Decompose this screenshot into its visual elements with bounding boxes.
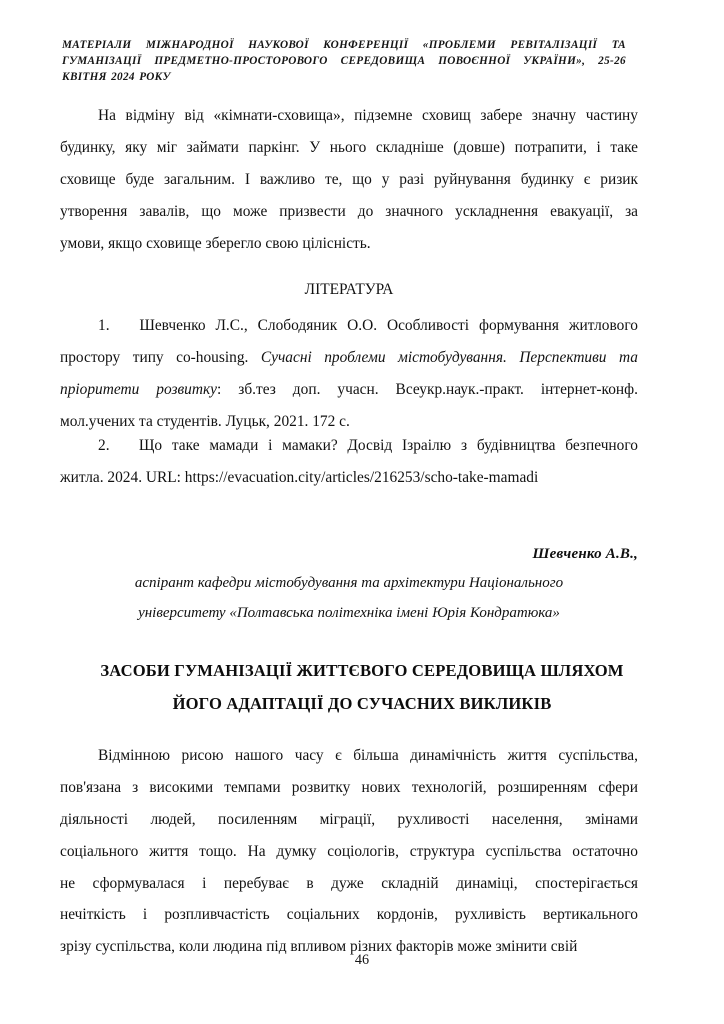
reference-1-line-4: мол.учених та студентів. Луцьк, 2021. 172 с.	[60, 412, 350, 430]
reference-2-line-2: житла. 2024. URL: https://evacuation.city/articles/216253/scho-take-mamadi	[60, 468, 539, 486]
paragraph-bottom-line-2: пов'язана з високими темпами розвитку нових технологій, розширенням сфери	[60, 778, 638, 796]
author-affiliation-line-2: університету «Полтавська політехніка імені Юрія Кондратюка»	[138, 604, 560, 621]
author-name: Шевченко А.В.,	[532, 546, 638, 562]
reference-1-number: 1.	[98, 317, 110, 334]
reference-1-line-1: 1. Шевченко Л.С., Слободяник О.О. Особливості формування житлового	[98, 317, 638, 334]
paragraph-bottom-line-5: не сформувалася і перебуває в дуже складній динаміці, спостерігається	[60, 874, 638, 892]
paragraph-top-line-1: На відміну від «кімнати-сховища», підземне сховищ забере значну частину	[98, 107, 638, 124]
page-number: 46	[354, 952, 370, 968]
running-header-line-1: МАТЕРІАЛИ МІЖНАРОДНОЇ НАУКОВОЇ КОНФЕРЕНЦІЇ «ПРОБЛЕМИ РЕВІТАЛІЗАЦІЇ ТА	[62, 39, 626, 51]
running-header	[62, 38, 626, 86]
article-title-line-1: ЗАСОБИ ГУМАНІЗАЦІЇ ЖИТТЄВОГО СЕРЕДОВИЩА ШЛЯХОМ	[100, 661, 624, 680]
reference-1-line-3: пріоритети розвитку: зб.тез доп. учасн. Всеукр.наук.-практ. інтернет-конф.	[60, 380, 638, 398]
reference-2-line-1: 2. Що таке мамади і мамаки? Досвід Ізраілю з будівництва безпечного	[98, 437, 638, 454]
running-header-line-3: КВІТНЯ 2024 РОКУ	[62, 70, 171, 83]
paragraph-top-line-4: утворення завалів, що може призвести до значного ускладнення евакуації, за	[60, 202, 638, 220]
paragraph-top-line-2: будинку, яку міг займати паркінг. У нього складніше (довше) потрапити, і таке	[60, 138, 638, 156]
paragraph-top-line-5: умови, якщо сховище зберегло свою цілісність.	[60, 234, 371, 252]
paragraph-bottom-line-3: діяльності людей, посиленням міграції, рухливості населення, змінами	[60, 810, 638, 828]
references-heading: ЛІТЕРАТУРА	[304, 281, 394, 298]
paragraph-bottom-line-4: соціального життя тощо. На думку соціологів, структура суспільства остаточно	[60, 842, 638, 860]
paragraph-bottom-line-6: нечіткість і розпливчастість соціальних кордонів, рухливість вертикального	[60, 906, 638, 924]
paragraph-bottom-line-1: Відмінною рисою нашого часу є більша динамічність життя суспільства,	[98, 747, 638, 764]
paragraph-bottom-line-7: зрізу суспільства, коли людина під впливом різних факторів може змінити свій	[60, 938, 578, 956]
article-title-line-2: ЙОГО АДАПТАЦІЇ ДО СУЧАСНИХ ВИКЛИКІВ	[172, 693, 552, 713]
article-title	[36, 655, 688, 721]
paragraph-top	[60, 100, 638, 259]
paragraph-bottom	[60, 740, 638, 963]
reference-item-2	[60, 430, 638, 494]
reference-1-line-2: простору типу co-housing. Сучасні проблеми містобудування. Перспективи та	[60, 348, 638, 366]
reference-item-1	[60, 310, 638, 438]
paragraph-top-line-3: сховище буде загальним. І важливо те, що у разі руйнування будинку є ризик	[60, 170, 638, 188]
author-block	[60, 540, 638, 628]
running-header-line-2: ГУМАНІЗАЦІЇ ПРЕДМЕТНО-ПРОСТОРОВОГО СЕРЕДОВИЩА ПОВОЄННОЇ УКРАЇНИ», 25-26	[62, 54, 626, 67]
reference-2-number: 2.	[98, 437, 110, 454]
author-affiliation-line-1: аспірант кафедри містобудування та архітектури Національного	[134, 575, 564, 592]
